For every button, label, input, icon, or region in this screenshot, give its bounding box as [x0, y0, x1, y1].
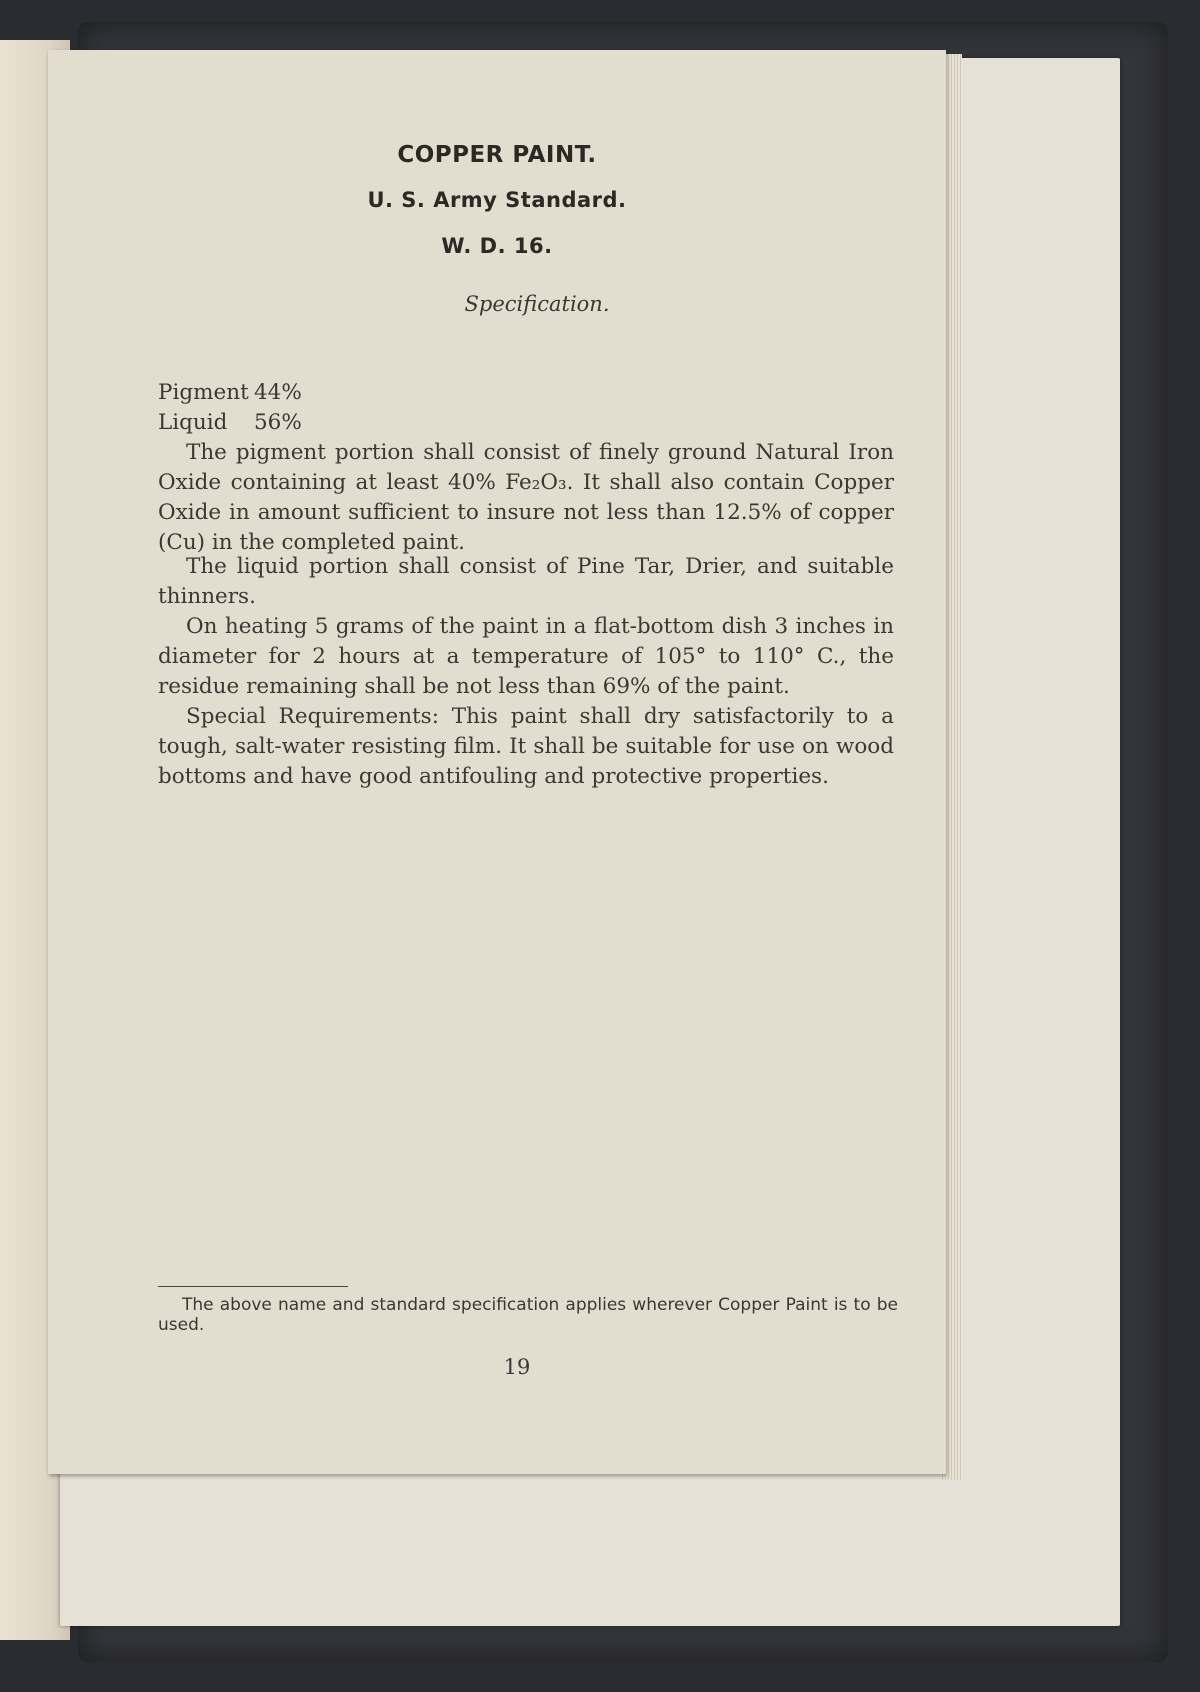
composition-row — [158, 378, 894, 408]
composition-label: Pigment — [158, 380, 249, 405]
footnote: The above name and standard specification applies wherever Copper Paint is to be used. — [158, 1295, 898, 1335]
paragraph: Special Requirements: This paint shall dry satisfactorily to a tough, salt-water resisting film. It shall be suitable for use on wood bottoms and have good antifouling and protective properties. — [158, 704, 894, 789]
body-section-2 — [158, 552, 894, 792]
composition-value: 44% — [254, 380, 302, 405]
page-title: COPPER PAINT. — [397, 142, 597, 168]
designation: W. D. 16. — [441, 234, 553, 258]
composition-value: 56% — [254, 410, 302, 435]
footnote-divider — [158, 1286, 348, 1287]
paragraph: The liquid portion shall consist of Pine Tar, Drier, and suitable thinners. — [158, 554, 894, 609]
body-section-1 — [158, 378, 894, 558]
composition-label: Liquid — [158, 410, 228, 435]
paragraph: The pigment portion shall consist of finely ground Natural Iron Oxide containing at least 40% Fe₂O₃. It shall also contain Copper Oxide in amount sufficient to insure not less than 12.5% of copper (Cu) in the completed paint. — [158, 440, 894, 555]
paragraph: On heating 5 grams of the paint in a flat-bottom dish 3 inches in diameter for 2 hours at a temperature of 105° to 110° C., the residue remaining shall be not less than 69% of the paint. — [158, 614, 894, 699]
page-subtitle: U. S. Army Standard. — [367, 188, 627, 212]
composition-row — [158, 408, 894, 438]
document-page — [48, 50, 946, 1474]
page-number: 19 — [503, 1355, 531, 1379]
section-heading: Specification. — [464, 292, 610, 316]
